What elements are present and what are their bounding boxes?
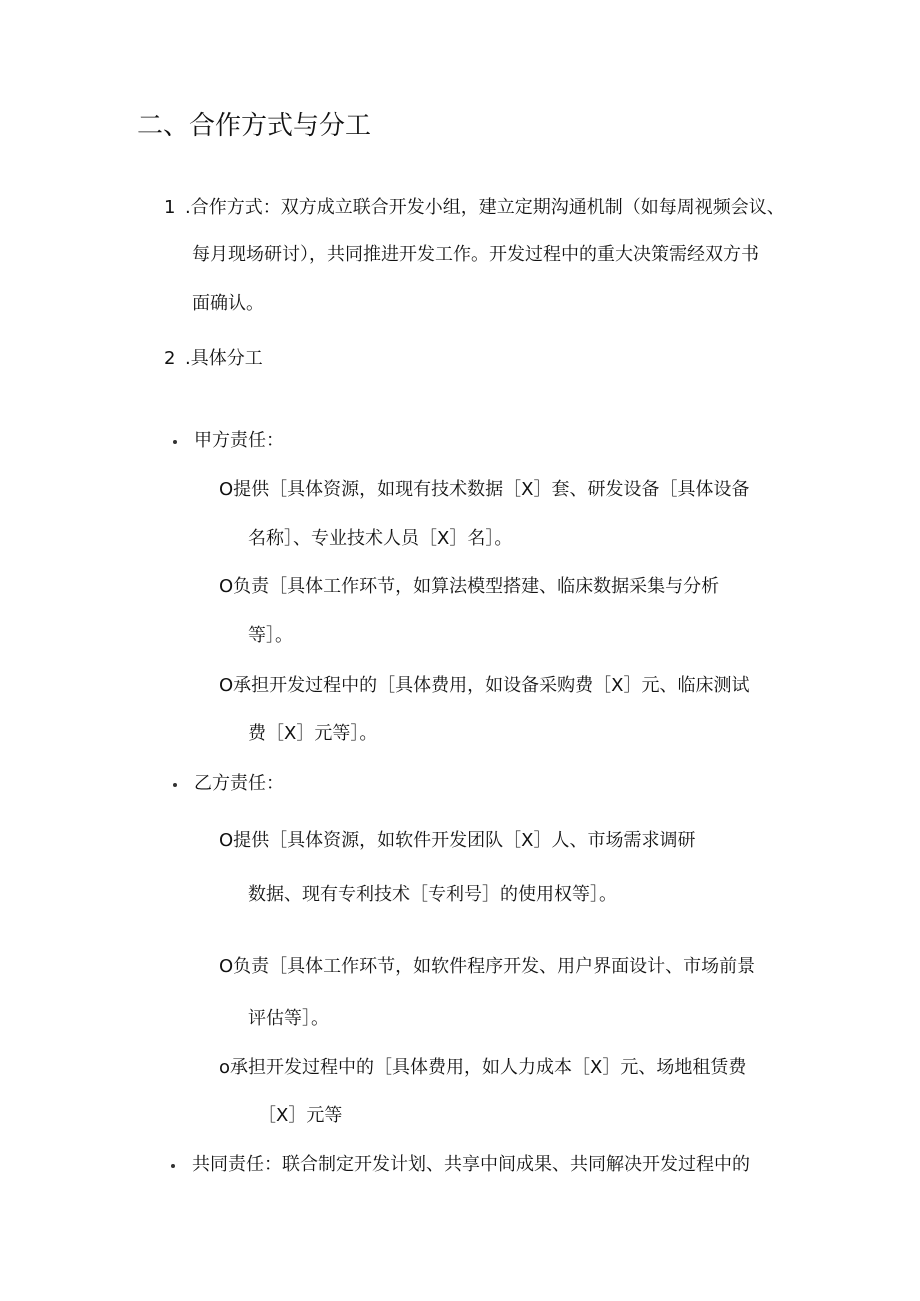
bullet-dot-icon bbox=[171, 1164, 175, 1168]
party-a-item-1-line-2: 名称］、专业技术人员［X］名］。 bbox=[248, 528, 513, 549]
bullet-dot-icon bbox=[173, 783, 177, 787]
party-a-item-3-line-2: 费［X］元等］。 bbox=[248, 723, 378, 744]
section-heading: 二、合作方式与分工 bbox=[137, 111, 372, 141]
party-a-item-3-line-1: O承担开发过程中的［具体费用，如设备采购费［X］元、临床测试 bbox=[219, 675, 750, 696]
party-b-item-1-line-1: O提供［具体资源，如软件开发团队［X］人、市场需求调研 bbox=[219, 830, 696, 851]
party-b-title: 乙方责任： bbox=[194, 773, 284, 794]
party-b-item-3-line-1: o承担开发过程中的［具体费用，如人力成本［X］元、场地租赁费 bbox=[219, 1057, 747, 1078]
item-1-number: 1 bbox=[164, 197, 176, 218]
party-b-item-2-line-1: O负责［具体工作环节，如软件程序开发、用户界面设计、市场前景 bbox=[219, 956, 756, 977]
party-b-item-1-line-2: 数据、现有专利技术［专利号］的使用权等］。 bbox=[248, 884, 617, 905]
item-2-number: 2 bbox=[164, 348, 176, 369]
party-a-item-2-line-1: O负责［具体工作环节，如算法模型搭建、临床数据采集与分析 bbox=[219, 576, 720, 597]
party-a-title: 甲方责任： bbox=[194, 430, 284, 451]
party-a-item-1-line-1: O提供［具体资源，如现有技术数据［X］套、研发设备［具体设备 bbox=[219, 479, 750, 500]
bullet-dot-icon bbox=[173, 440, 177, 444]
party-b-item-3-line-2: ［X］元等 bbox=[258, 1105, 343, 1126]
party-a-item-2-line-2: 等］。 bbox=[248, 625, 293, 646]
item-1-line-2: 每月现场研讨），共同推进开发工作。开发过程中的重大决策需经双方书 bbox=[192, 244, 759, 265]
shared-responsibility-line: 共同责任：联合制定开发计划、共享中间成果、共同解决开发过程中的 bbox=[192, 1154, 750, 1175]
item-1-line-1: .合作方式：双方成立联合开发小组，建立定期沟通机制（如每周视频会议、 bbox=[185, 197, 785, 218]
party-b-item-2-line-2: 评估等］。 bbox=[248, 1008, 329, 1029]
item-2-label: .具体分工 bbox=[185, 348, 263, 369]
item-1-line-3: 面确认。 bbox=[192, 293, 264, 314]
